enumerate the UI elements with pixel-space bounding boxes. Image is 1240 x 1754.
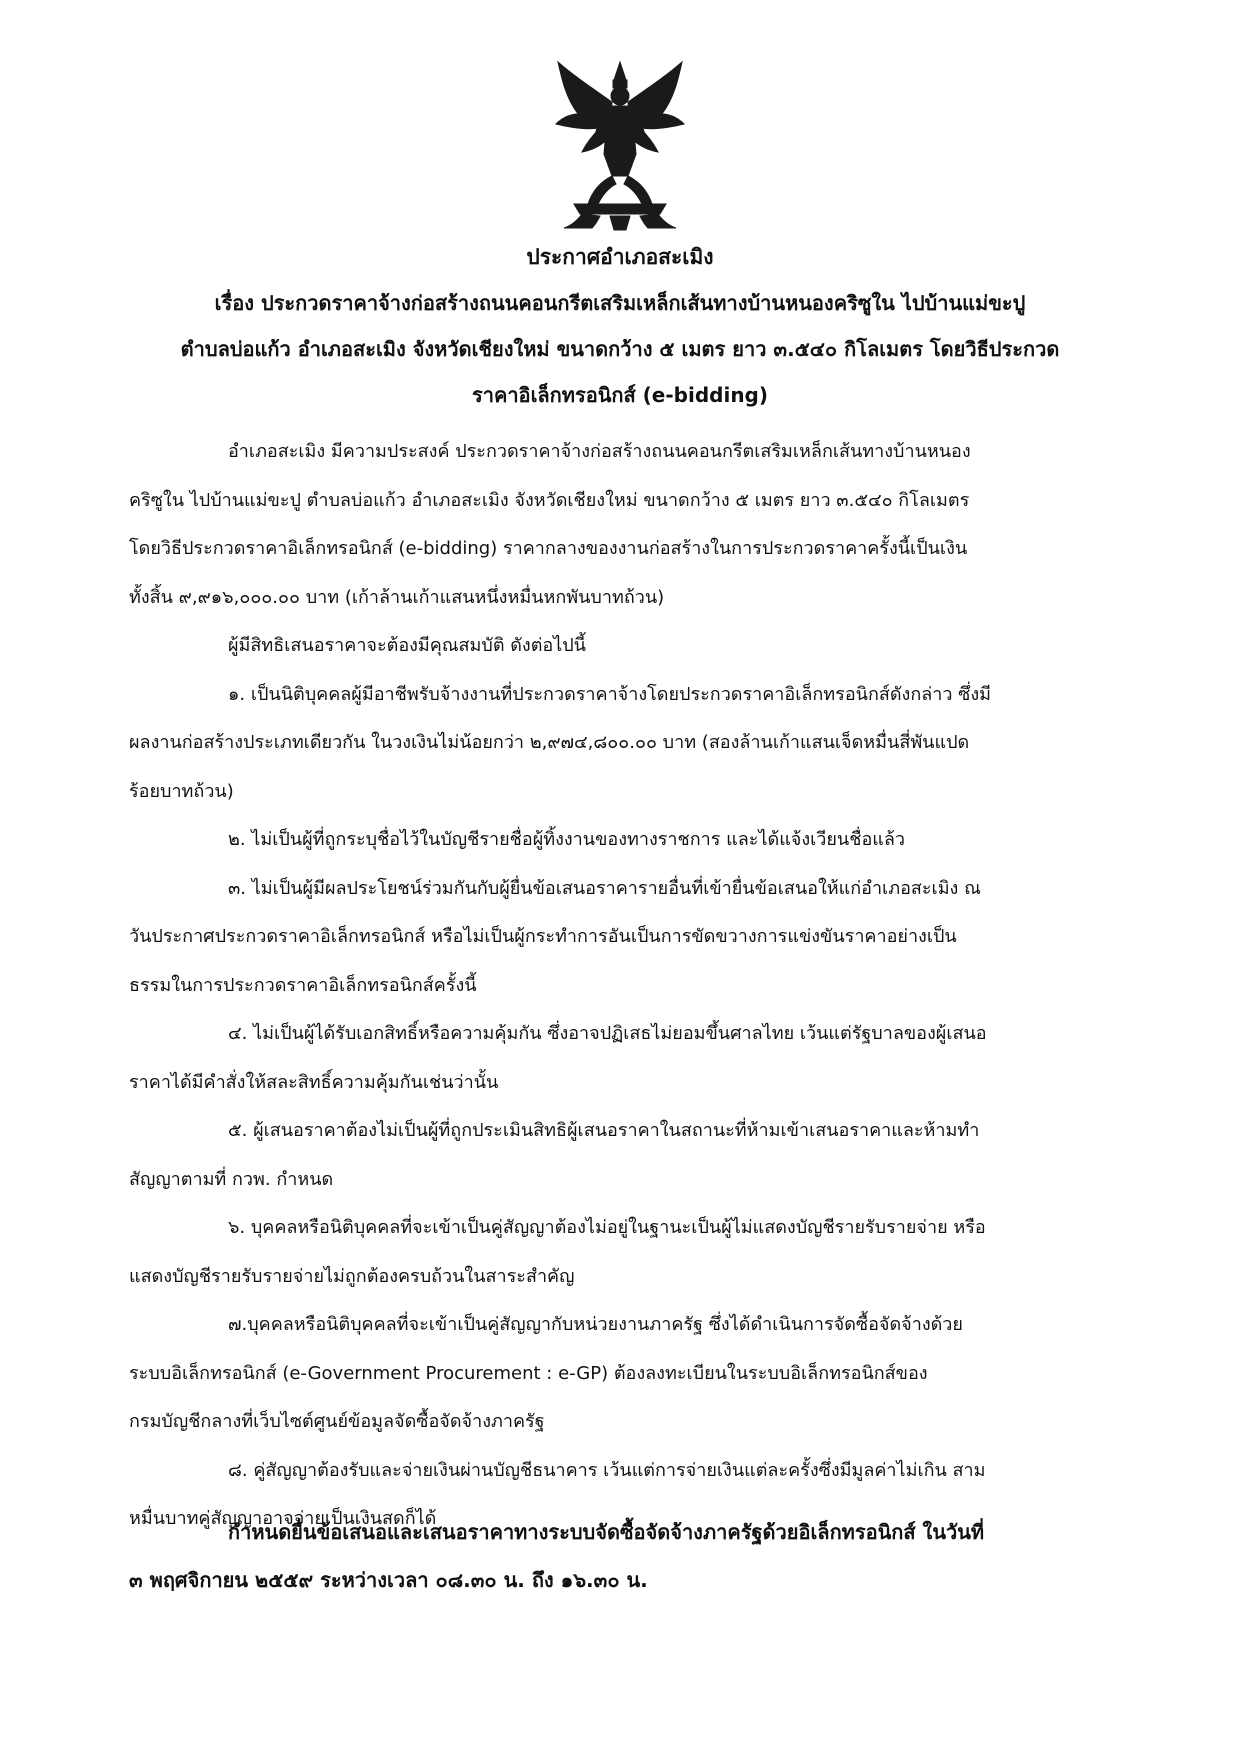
deadline-paragraph (129, 1508, 1129, 1604)
title-subject-line-3: ราคาอิเล็กทรอนิกส์ (e-bidding) (471, 383, 769, 407)
item-8-line-1: ๘. คู่สัญญาต้องรับและจ่ายเงินผ่านบัญชีธนาคาร เว้นแต่การจ่ายเงินแต่ละครั้งซึ่งมีมูลค่าไม่เกิน สาม (228, 1459, 986, 1481)
garuda-emblem-icon (552, 58, 688, 232)
qualification-item-2 (129, 816, 1129, 865)
item-2-line-1: ๒. ไม่เป็นผู้ที่ถูกระบุชื่อไว้ในบัญชีรายชื่อผู้ทิ้งงานของทางราชการ และได้แจ้งเวียนชื่อแล้ว (228, 829, 906, 850)
item-3-line-1: ๓. ไม่เป็นผู้มีผลประโยชน์ร่วมกันกับผู้ยื่นข้อเสนอราคารายอื่นที่เข้ายื่นข้อเสนอให้แก่อำเภอสะเมิง ณ (228, 877, 981, 899)
intro-line-4: ทั้งสิ้น ๙,๙๑๖,๐๐๐.๐๐ บาท (เก้าล้านเก้าแสนหนึ่งหมื่นหกพันบาทถ้วน) (129, 586, 665, 608)
submission-deadline (129, 1508, 1129, 1604)
title-subject-line-1: เรื่อง ประกวดราคาจ้างก่อสร้างถนนคอนกรีตเสริมเหล็กเส้นทางบ้านหนองคริซูใน ไปบ้านแม่ขะปู (214, 291, 1026, 315)
item-8-line-2: หมื่นบาทคู่สัญญาอาจจ่ายเป็นเงินสดก็ได้ (129, 1508, 437, 1529)
qualification-item-3 (129, 865, 1129, 1011)
title-issuer: ประกาศอำเภอสะเมิง (526, 245, 714, 269)
item-6-line-2: แสดงบัญชีรายรับรายจ่ายไม่ถูกต้องครบถ้วนในสาระสำคัญ (129, 1265, 575, 1287)
item-1-line-2: ผลงานก่อสร้างประเภทเดียวกัน ในวงเงินไม่น้อยกว่า ๒,๙๗๔,๘๐๐.๐๐ บาท (สองล้านเก้าแสนเจ็ดหมื่นสี่พันแปด (129, 732, 970, 753)
intro-line-1: อำเภอสะเมิง มีความประสงค์ ประกวดราคาจ้างก่อสร้างถนนคอนกรีตเสริมเหล็กเส้นทางบ้านหนอง (228, 441, 971, 462)
item-1-line-1: ๑. เป็นนิติบุคคลผู้มีอาชีพรับจ้างงานที่ประกวดราคาจ้างโดยประกวดราคาอิเล็กทรอนิกส์ดังกล่าว ซึ่งมี (228, 683, 992, 705)
item-7-line-1: ๗.บุคคลหรือนิติบุคคลที่จะเข้าเป็นคู่สัญญากับหน่วยงานภาครัฐ ซึ่งได้ดำเนินการจัดซื้อจัดจ้างด้วย (228, 1314, 963, 1335)
qualification-item-6 (129, 1204, 1129, 1301)
title-subject-line-2: ตำบลบ่อแก้ว อำเภอสะเมิง จังหวัดเชียงใหม่ ขนาดกว้าง ๕ เมตร ยาว ๓.๕๔๐ กิโลเมตร โดยวิธีประกวด (180, 337, 1060, 361)
item-4-line-2: ราคาได้มีคำสั่งให้สละสิทธิ์ความคุ้มกันเช่นว่านั้น (129, 1071, 499, 1093)
qualifications-heading: ผู้มีสิทธิเสนอราคาจะต้องมีคุณสมบัติ ดังต่อไปนี้ (228, 635, 586, 656)
item-1-line-3: ร้อยบาทถ้วน) (129, 780, 234, 802)
item-5-line-1: ๕. ผู้เสนอราคาต้องไม่เป็นผู้ที่ถูกประเมินสิทธิผู้เสนอราคาในสถานะที่ห้ามเข้าเสนอราคาและห้ามทำ (228, 1120, 980, 1141)
item-4-line-1: ๔. ไม่เป็นผู้ได้รับเอกสิทธิ์หรือความคุ้มกัน ซึ่งอาจปฏิเสธไม่ยอมขึ้นศาลไทย เว้นแต่รัฐบาลของผู้เสนอ (228, 1023, 987, 1044)
announcement-title (120, 234, 1120, 418)
deadline-line-2: ๓ พฤศจิกายน ๒๕๕๙ ระหว่างเวลา ๐๘.๓๐ น. ถึง ๑๖.๓๐ น. (129, 1568, 648, 1592)
item-3-line-3: ธรรมในการประกวดราคาอิเล็กทรอนิกส์ครั้งนี้ (129, 974, 477, 996)
announcement-body (129, 428, 1129, 1544)
item-6-line-1: ๖. บุคคลหรือนิติบุคคลที่จะเข้าเป็นคู่สัญญาต้องไม่อยู่ในฐานะเป็นผู้ไม่แสดงบัญชีรายรับรายจ่าย หรือ (228, 1217, 986, 1238)
qualification-item-7 (129, 1301, 1129, 1447)
qualification-item-1 (129, 671, 1129, 817)
intro-line-3: โดยวิธีประกวดราคาอิเล็กทรอนิกส์ (e-bidding) ราคากลางของงานก่อสร้างในการประกวดราคาครั้งนี้เป็นเงิน (129, 538, 968, 559)
qualification-item-4 (129, 1010, 1129, 1107)
intro-paragraph (129, 428, 1129, 622)
item-7-line-3: กรมบัญชีกลางที่เว็บไซต์ศูนย์ข้อมูลจัดซื้อจัดจ้างภาครัฐ (129, 1411, 545, 1432)
item-7-line-2: ระบบอิเล็กทรอนิกส์ (e-Government Procurement : e-GP) ต้องลงทะเบียนในระบบอิเล็กทรอนิกส์ของ (129, 1362, 928, 1384)
item-3-line-2: วันประกาศประกวดราคาอิเล็กทรอนิกส์ หรือไม่เป็นผู้กระทำการอันเป็นการขัดขวางการแข่งขันราคาอย่างเป็น (129, 926, 957, 947)
qualification-item-5 (129, 1107, 1129, 1204)
item-5-line-2: สัญญาตามที่ กวพ. กำหนด (129, 1168, 334, 1190)
deadline-line-1: กำหนดยื่นข้อเสนอและเสนอราคาทางระบบจัดซื้อจัดจ้างภาครัฐด้วยอิเล็กทรอนิกส์ ในวันที่ (228, 1520, 985, 1544)
intro-line-2: คริซูใน ไปบ้านแม่ขะปู ตำบลบ่อแก้ว อำเภอสะเมิง จังหวัดเชียงใหม่ ขนาดกว้าง ๕ เมตร ยาว ๓.๕๔๐ กิโลเมตร (129, 489, 970, 511)
